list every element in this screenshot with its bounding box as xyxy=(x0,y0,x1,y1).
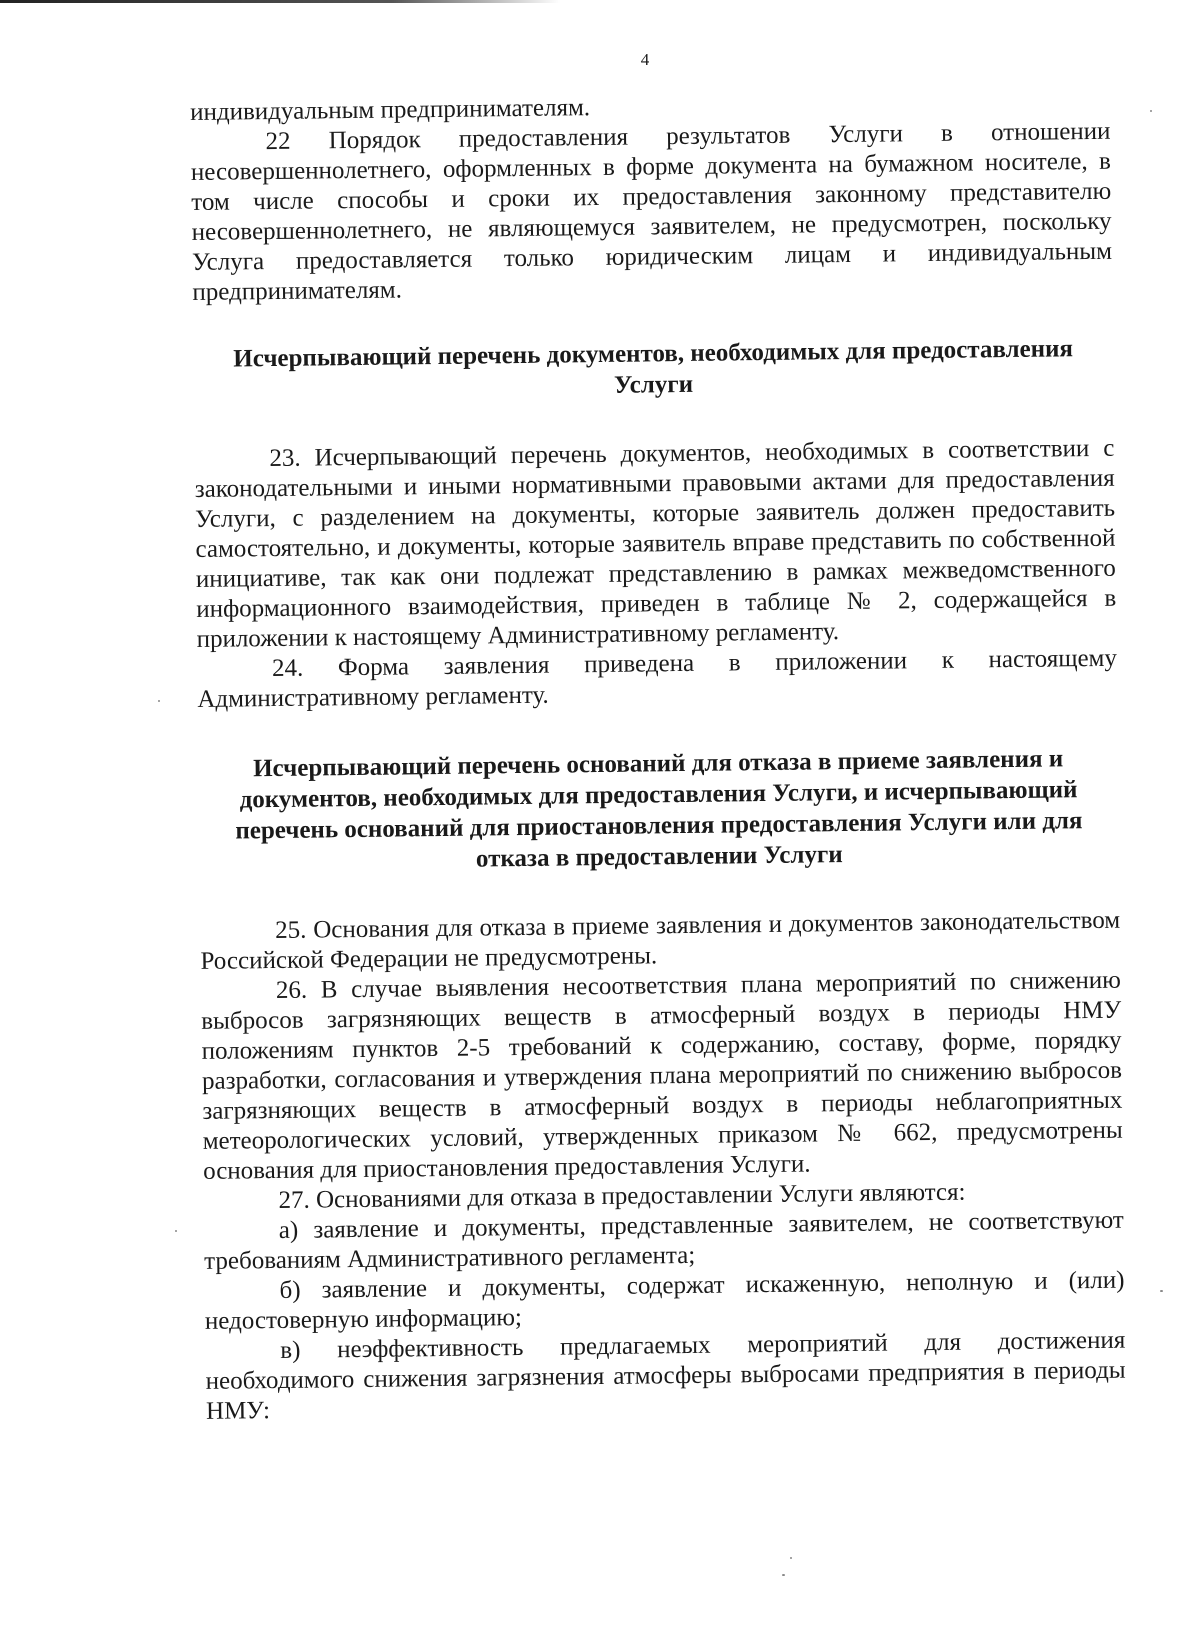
paragraph-26: 26. В случае выявления несоответствия плана мероприятий по снижению выбросов загрязняющих веществ в атмосферный воздух в периоды НМУ положениям пунктов 2-5 требований к содержанию, составу, форме, порядку разработки, согласования и утверждения плана мероприятий по снижению выбросов загрязняющих веществ в атмосферный воздух в периоды неблагоприятных метеорологических условий, утвержденных приказом № 662, предусмотрены основания для приостановления предоставления Услуги. xyxy=(201,966,1123,1185)
document-page xyxy=(190,87,1126,1427)
section-heading-refusal-grounds: Исчерпывающий перечень оснований для отказа в приеме заявления и документов, необходимых для предоставления Услуги, и исчерпывающий перечень оснований для приостановления предоставления Услуги или для отказа в предоставлении Услуги xyxy=(235,745,1083,873)
paragraph-23: 23. Исчерпывающий перечень документов, необходимых в соответствии с законодательными и иными нормативными правовыми актами для предоставления Услуги, с разделением на документы, которые заявитель должен предоставить самостоятельно, и документы, которые заявитель вправе представить по собственной инициативе, так как они подлежат представлению в рамках межведомственного информационного взаимодействия, приведен в таблице № 2, содержащейся в приложении к настоящему Административному регламенту. xyxy=(194,434,1117,653)
paragraph-27-a: а) заявление и документы, представленные заявителем, не соответствуют требованиям Административного регламента; xyxy=(204,1206,1124,1275)
scan-edge xyxy=(0,0,560,3)
scan-speck xyxy=(1150,110,1152,112)
section-heading-documents: Исчерпывающий перечень документов, необходимых для предоставления Услуги xyxy=(233,335,1074,399)
paragraph-25: 25. Основания для отказа в приеме заявления и документов законодательством Российской Федерации не предусмотрены. xyxy=(200,906,1121,975)
scan-speck xyxy=(1160,1290,1163,1292)
scan-speck xyxy=(175,1230,177,1232)
paragraph-21-end: индивидуальным предпринимателям. xyxy=(190,94,591,126)
paragraph-27-c: в) неэффективность предлагаемых мероприятий для достижения необходимого снижения загрязнения атмосферы выбросами предприятия в периоды НМУ: xyxy=(205,1326,1126,1425)
paragraph-27: 27. Основаниями для отказа в предоставлении Услуги являются: xyxy=(278,1178,966,1215)
scan-speck xyxy=(782,1574,785,1576)
paragraph-27-b: б) заявление и документы, содержат искаженную, неполную и (или) недостоверную информацию; xyxy=(204,1266,1125,1335)
paragraph-22: 22 Порядок предоставления результатов Услуги в отношении несовершеннолетнего, оформленных в форме документа на бумажном носителе, в том числе способы и сроки их предоставления законному представителю несовершеннолетнего, не являющемуся заявителем, не предусмотрен, поскольку Услуга предоставляется только юридическим лицам и индивидуальным предпринимателям. xyxy=(190,117,1113,306)
paragraph-24: 24. Форма заявления приведена в приложении к настоящему Административному регламенту. xyxy=(197,644,1118,713)
scan-speck xyxy=(790,1557,792,1559)
page-number: 4 xyxy=(640,50,650,69)
scan-speck xyxy=(158,700,160,702)
